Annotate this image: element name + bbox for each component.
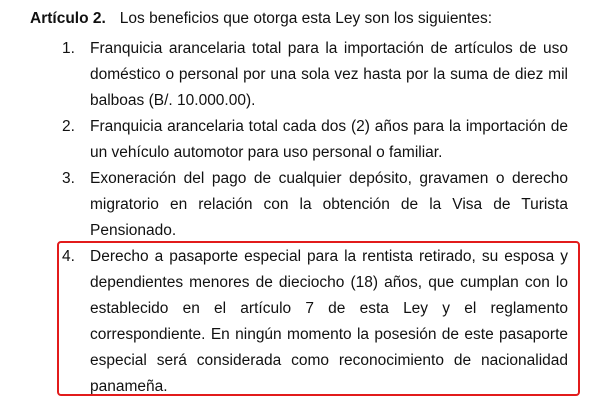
article-heading [30, 8, 492, 30]
list-item [62, 166, 568, 244]
list-item-text: Exoneración del pago de cualquier depósito, gravamen o derecho migratorio en relación con la obtención de la Visa de Turista Pensionado. [90, 170, 568, 239]
highlight-box [57, 241, 580, 396]
list-item-text: Derecho a pasaporte especial para la rentista retirado, su esposa y dependientes menores de dieciocho (18) años, que cumplan con lo establecido en el artículo 7 de esta Ley y el reglamento correspondiente. En ningún momento la posesión de este pasaporte especial será considerada como reconocimiento de nacionalidad panameña. [90, 248, 568, 395]
list-item-number: 2. [62, 118, 75, 135]
list-item-text: Franquicia arancelaria total para la importación de artículos de uso doméstico o personal por una sola vez hasta por la suma de diez mil balboas (B/. 10.000.00). [90, 40, 568, 109]
list-item-text: Franquicia arancelaria total cada dos (2) años para la importación de un vehículo automotor para uso personal o familiar. [90, 118, 568, 161]
list-item [62, 36, 568, 114]
list-item [62, 114, 568, 166]
list-item-number: 3. [62, 170, 75, 187]
list-item-number: 4. [62, 248, 75, 265]
article-label: Artículo 2. [30, 10, 106, 27]
list-item-number: 1. [62, 40, 75, 57]
article-intro: Los beneficios que otorga esta Ley son los siguientes: [119, 10, 493, 27]
